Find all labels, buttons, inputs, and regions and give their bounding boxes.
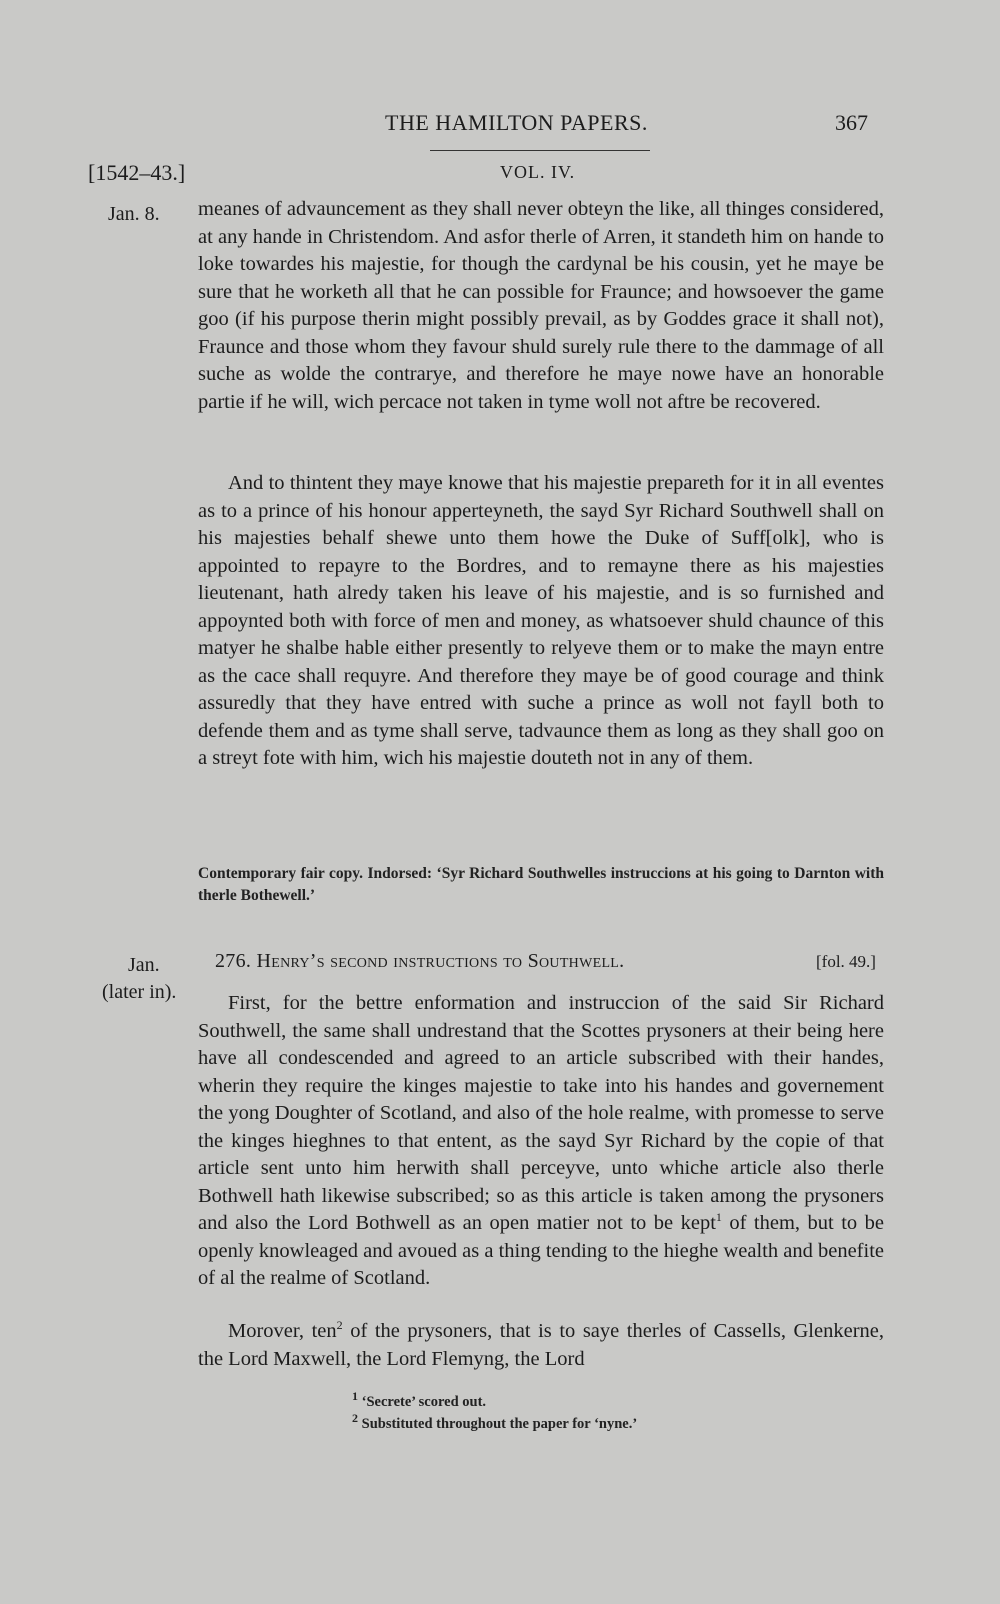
footnote-mark: 1 [715,1210,722,1225]
footnote [352,1389,487,1412]
entry-date-qualifier: (later in). [102,981,177,1003]
year-range: [1542–43.] [88,160,186,185]
body-paragraph: meanes of advauncement as they shall never obteyn the like, all thinges considered, at any hande in Christendom. And asfor therle of Arren, it standeth him on hande to loke towardes his majestie, for though the cardynal be his cousin, yet he maye be sure that he worketh all that he can possible for Fraunce; and howsoever the game goo (if his purpose therin might possibly prevail, as by Goddes grace it shall not), Fraunce and those whom they favour shuld surely rule there to the dammage of all suche as wolde the contrarye, and therefore he maye nowe have an honorable partie if he will, wich percace not taken in tyme woll not aftre be recovered. [198,198,884,413]
header-rule [430,150,650,151]
body-paragraph [198,990,884,1293]
footnote-number: 1 [352,1389,358,1404]
body-text: First, for the bettre enformation and instruccion of the said Sir Richard Southwell, the same shall undrestand that the Scottes prysoners at their being here have all condescended and agreed to an article subscribed with their handes, wherin they require the kinges majestie to take into his handes and governement the yong Doughter of Scotland, and also of the hole realme, with promesse to serve the kinges hieghnes to that entent, as the sayd Syr Richard by the copie of that article sent unto him herwith shall perceyve, unto whiche article also therle Bothwell hath likewise subscribed; so as this article is taken among the prysoners and also the Lord Bothwell as an open matier not to be kept [198,992,884,1234]
footnote-text: ‘Secrete’ scored out. [361,1394,487,1410]
entry-number: 276. [215,950,252,972]
running-title: THE HAMILTON PAPERS. [385,110,648,135]
volume-label: VOL. IV. [500,162,576,182]
body-text: of the prysoners, that is to saye therles of Cassells, Glenkerne, the Lord Maxwell, the Lord Flemyng, the Lord [198,1320,884,1370]
footnote-text: Substituted throughout the paper for ‘nyne.’ [361,1416,638,1432]
footnote-mark: 2 [336,1318,343,1333]
entry-heading [215,950,624,973]
entry-title: Henry’s second instructions to Southwell. [256,950,625,972]
body-paragraph [198,1318,884,1373]
footnote [352,1411,638,1434]
footnote-number: 2 [352,1411,358,1426]
body-paragraph: And to thintent they maye knowe that his majestie prepareth for it in all eventes as to a prince of his honour apperteyneth, the sayd Syr Richard Southwell shall on his majesties behalf shewe unto them howe the Duke of Suff[olk], who is appointed to repayre to the Bordres, and to remayne there as his majesties lieutenant, hath alredy taken his leave of his majestie, and is so furnished and appoynted both with force of men and money, as whatsoever shuld chaunce of this matyer he shalbe hable either presently to relyeve them or to make the mayn entre as the cace shall requyre. And therefore they maye be of good courage and think assuredly that they have entred with suche a prince as woll not fayll both to defende them and as tyme shall serve, tadvaunce them as long as they shall goo on a streyt fote with him, wich his majestie douteth not in any of them. [198,472,884,769]
body-text: Morover, ten [228,1320,337,1342]
source-note: Contemporary fair copy. Indorsed: ‘Syr Richard Southwelles instruccions at his going to Darnton with therle Bothewell.’ [198,865,884,904]
page-number: 367 [835,110,868,135]
body-text: of them, but to be openly knowleaged and avoued as a thing tending to the hieghe wealth and benefite of al the realme of Scotland. [198,1212,884,1289]
entry-date: Jan. [128,954,160,976]
folio-reference: [fol. 49.] [816,952,876,971]
entry-date: Jan. 8. [108,203,160,225]
